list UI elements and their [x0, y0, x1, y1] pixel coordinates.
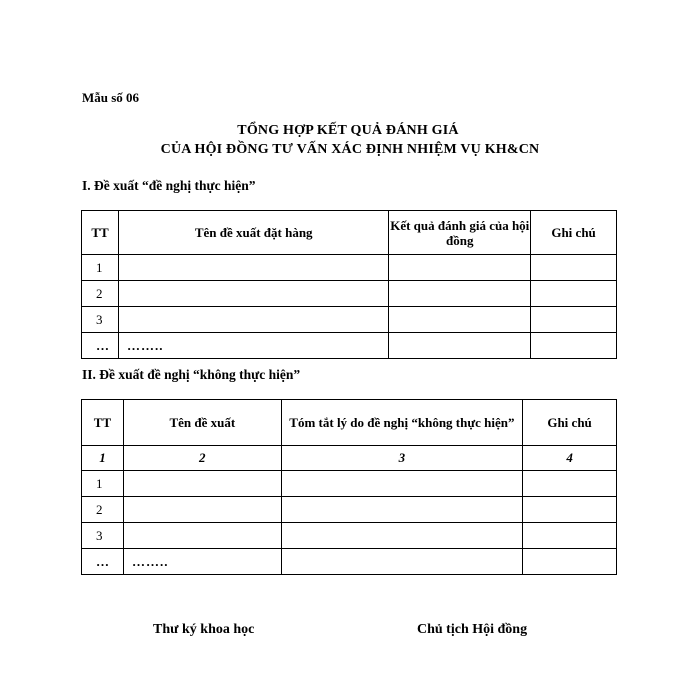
table-row [82, 471, 617, 497]
cell-proposal-name [118, 307, 388, 333]
table-row [82, 307, 617, 333]
index-cell: 4 [523, 446, 617, 471]
cell-notes [531, 307, 617, 333]
header-notes: Ghi chú [523, 400, 617, 446]
proposals-rejected-table [81, 399, 617, 575]
header-evaluation-result: Kết quả đánh giá của hội đồng [389, 211, 531, 255]
cell-proposal-name [123, 471, 281, 497]
header-rejection-reason: Tóm tắt lý do đề nghị “không thực hiện” [281, 400, 522, 446]
document-title-line2: CỦA HỘI ĐỒNG TƯ VẤN XÁC ĐỊNH NHIỆM VỤ KH&CN [160, 142, 540, 157]
table-row [82, 333, 617, 359]
cell-tt: 3 [82, 307, 119, 333]
cell-notes [523, 471, 617, 497]
section2-heading: II. Đề xuất đề nghị “không thực hiện” [82, 367, 301, 382]
table-row [82, 549, 617, 575]
cell-notes [531, 281, 617, 307]
cell-evaluation-result [389, 255, 531, 281]
cell-notes [531, 255, 617, 281]
cell-notes [531, 333, 617, 359]
index-cell: 3 [281, 446, 522, 471]
table-row [82, 523, 617, 549]
cell-tt: 1 [82, 255, 119, 281]
form-number: Mẫu số 06 [82, 90, 140, 105]
header-tt: TT [82, 211, 119, 255]
cell-tt: 2 [82, 281, 119, 307]
cell-evaluation-result [389, 333, 531, 359]
cell-evaluation-result [389, 281, 531, 307]
cell-tt: … [82, 549, 124, 575]
cell-proposal-name [123, 497, 281, 523]
cell-tt: … [82, 333, 119, 359]
header-proposal-name: Tên đề xuất đặt hàng [118, 211, 388, 255]
cell-proposal-name [118, 281, 388, 307]
column-index-row [82, 446, 617, 471]
cell-rejection-reason [281, 549, 522, 575]
index-cell: 2 [123, 446, 281, 471]
cell-notes [523, 523, 617, 549]
cell-proposal-name [118, 255, 388, 281]
table-header-row [82, 400, 617, 446]
index-cell: 1 [82, 446, 124, 471]
table-header-row [82, 211, 617, 255]
signature-chairman: Chủ tịch Hội đồng [417, 622, 528, 637]
cell-tt: 3 [82, 523, 124, 549]
cell-proposal-name: …….. [118, 333, 388, 359]
header-proposal-name: Tên đề xuất [123, 400, 281, 446]
cell-notes [523, 497, 617, 523]
cell-rejection-reason [281, 471, 522, 497]
cell-rejection-reason [281, 523, 522, 549]
cell-notes [523, 549, 617, 575]
cell-proposal-name [123, 523, 281, 549]
header-tt: TT [82, 400, 124, 446]
document-title-line1: TỔNG HỢP KẾT QUẢ ĐÁNH GIÁ [237, 123, 459, 138]
cell-evaluation-result [389, 307, 531, 333]
table-row [82, 497, 617, 523]
section1-heading: I. Đề xuất “đề nghị thực hiện” [82, 178, 256, 193]
cell-rejection-reason [281, 497, 522, 523]
table-row [82, 255, 617, 281]
table-row [82, 281, 617, 307]
signature-secretary: Thư ký khoa học [153, 622, 255, 637]
cell-tt: 2 [82, 497, 124, 523]
header-notes: Ghi chú [531, 211, 617, 255]
cell-proposal-name: …….. [123, 549, 281, 575]
proposals-approved-table [81, 210, 617, 359]
cell-tt: 1 [82, 471, 124, 497]
